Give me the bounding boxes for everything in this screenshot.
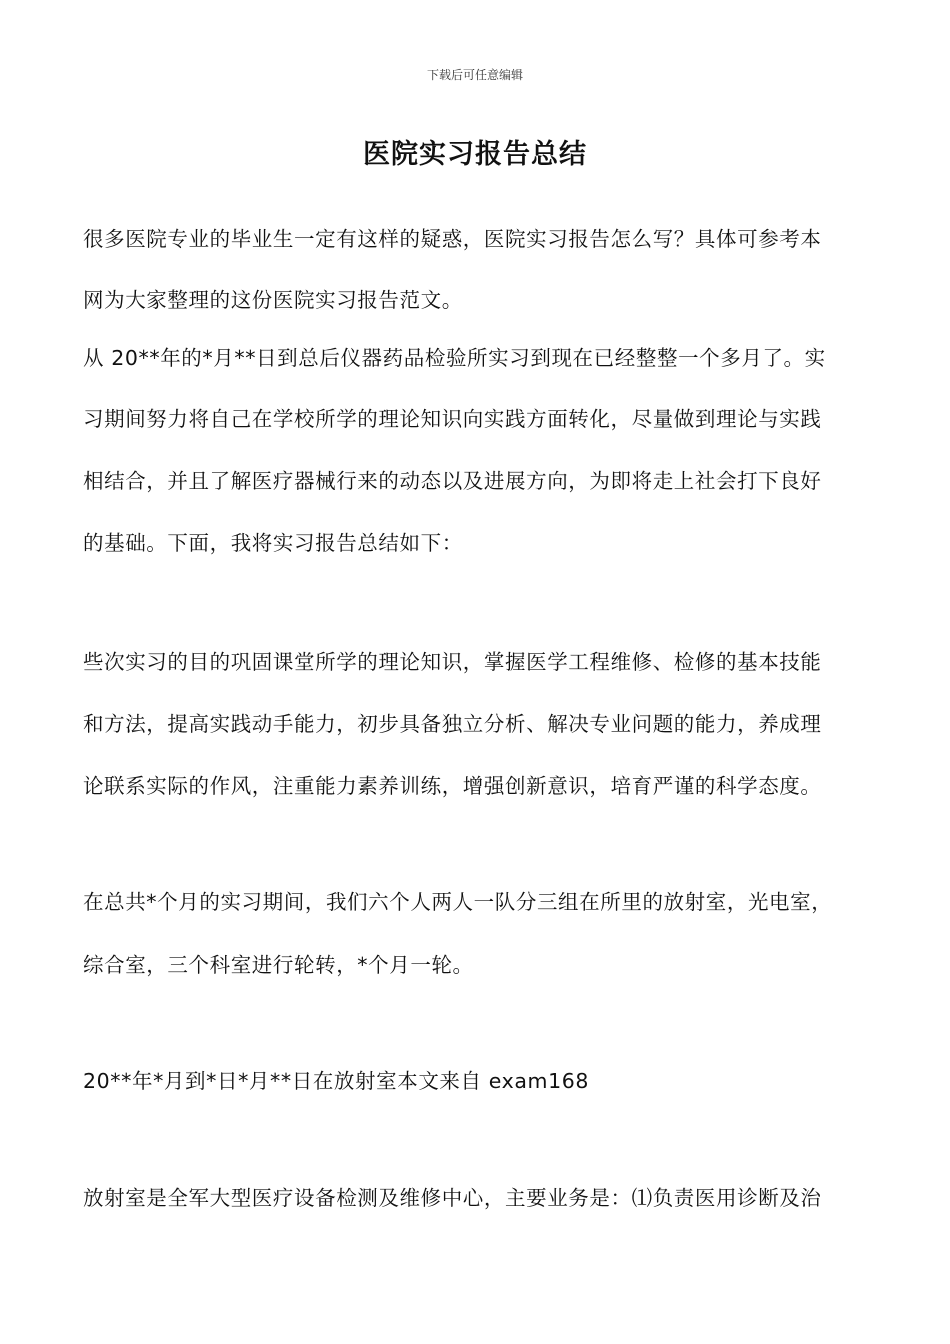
paragraph-line: 放射室是全军大型医疗设备检测及维修中心，主要业务是：⑴负责医用诊断及治 <box>83 1186 822 1210</box>
paragraph-line: 些次实习的目的巩固课堂所学的理论知识，掌握医学工程维修、检修的基本技能 <box>83 650 822 674</box>
paragraph-line: 综合室，三个科室进行轮转，*个月一轮。 <box>83 953 474 977</box>
paragraph-line: 习期间努力将自己在学校所学的理论知识向实践方面转化，尽量做到理论与实践 <box>83 407 822 431</box>
paragraph-line: 在总共*个月的实习期间，我们六个人两人一队分三组在所里的放射室，光电室， <box>83 890 833 914</box>
paragraph-line: 相结合，并且了解医疗器械行来的动态以及进展方向，为即将走上社会打下良好 <box>83 469 822 493</box>
paragraph-line: 和方法，提高实践动手能力，初步具备独立分析、解决专业问题的能力，养成理 <box>83 712 822 736</box>
header-note: 下载后可任意编辑 <box>426 68 523 82</box>
document-title: 医院实习报告总结 <box>363 139 587 170</box>
paragraph-line: 从 20**年的*月**日到总后仪器药品检验所实习到现在已经整整一个多月了。实 <box>83 346 826 370</box>
paragraph-line: 网为大家整理的这份医院实习报告范文。 <box>83 288 463 312</box>
paragraph-line: 的基础。下面，我将实习报告总结如下： <box>83 531 463 555</box>
paragraph-line: 论联系实际的作风，注重能力素养训练，增强创新意识，培育严谨的科学态度。 <box>83 774 822 798</box>
paragraph-line: 20**年*月到*日*月**日在放射室本文来自 exam168 <box>83 1069 589 1093</box>
paragraph-line: 很多医院专业的毕业生一定有这样的疑惑，医院实习报告怎么写？具体可参考本 <box>83 227 822 251</box>
